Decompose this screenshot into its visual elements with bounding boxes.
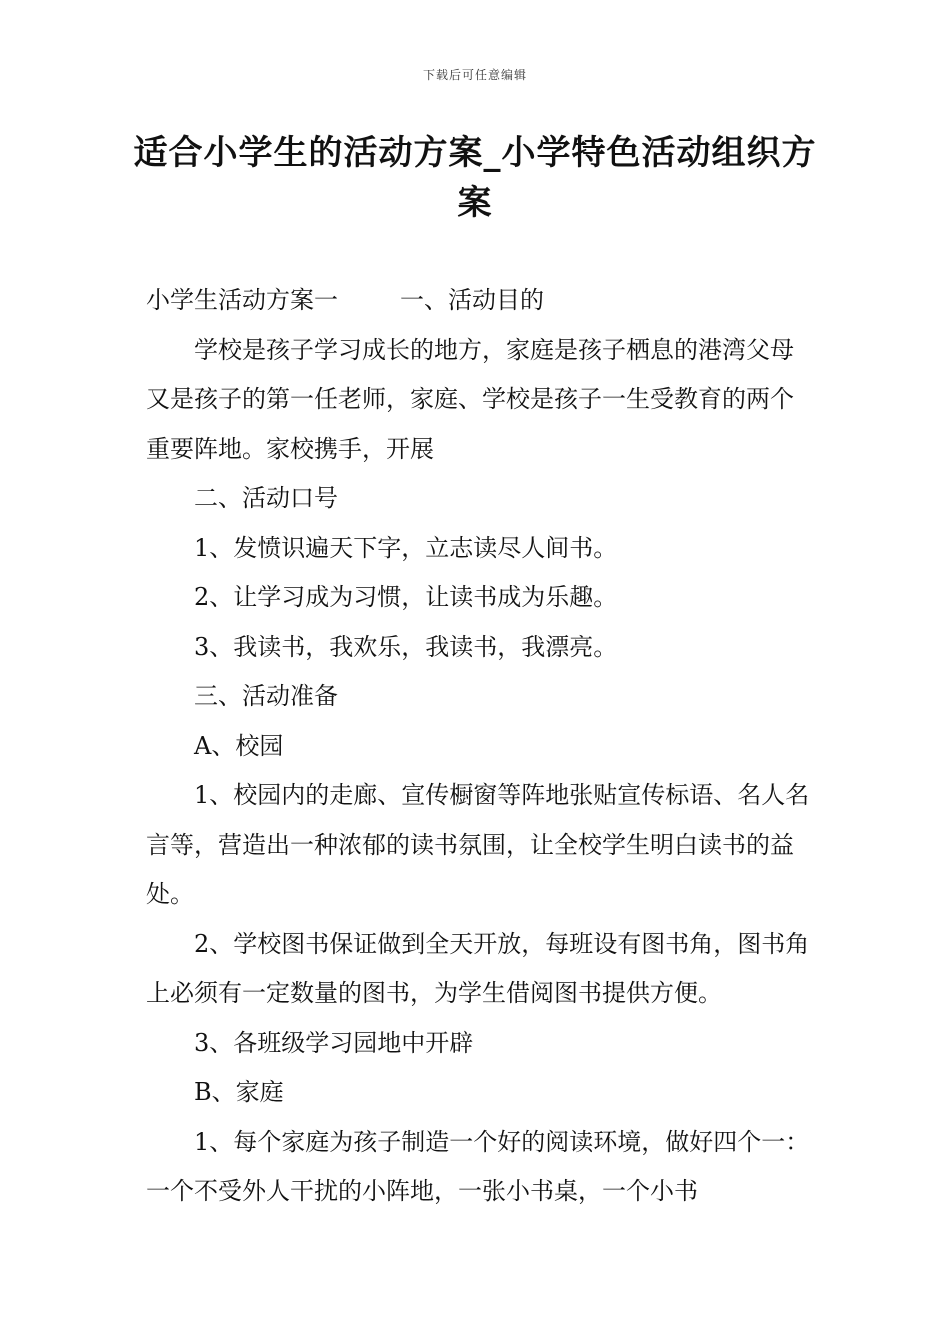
campus-item-3: 3、各班级学习园地中开辟	[194, 1028, 474, 1057]
section-heading-1: 一、活动目的	[400, 286, 544, 314]
slogan-1: 1、发愤识遍天下字，立志读尽人间书。	[194, 533, 618, 562]
slogan-3: 3、我读书，我欢乐，我读书，我漂亮。	[194, 632, 618, 661]
document-body	[146, 276, 810, 1217]
intro-label: 小学生活动方案一	[146, 286, 338, 314]
slogan-2: 2、让学习成为习惯，让读书成为乐趣。	[194, 583, 618, 611]
section-heading-3: 三、活动准备	[194, 682, 338, 710]
intro-line	[146, 276, 810, 326]
subheading-b: B、家庭	[194, 1078, 284, 1106]
campus-item-2: 2、学校图书保证做到全天开放，每班设有图书角，图书角上必须有一定数量的图书，为学生借阅图书提供方便。	[146, 929, 810, 1007]
paragraph-purpose: 学校是孩子学习成长的地方，家庭是孩子栖息的港湾父母又是孩子的第一任老师，家庭、学校是孩子一生受教育的两个重要阵地。家校携手，开展	[146, 335, 794, 463]
header-note: 下载后可任意编辑	[422, 68, 527, 82]
document-title: 适合小学生的活动方案_小学特色活动组织方案	[133, 133, 817, 223]
subheading-a: A、校园	[194, 731, 284, 760]
section-heading-2: 二、活动口号	[194, 484, 338, 512]
family-item-1: 1、每个家庭为孩子制造一个好的阅读环境，做好四个一：一个不受外人干扰的小阵地，一张小书桌，一个小书	[146, 1127, 810, 1205]
campus-item-1: 1、校园内的走廊、宣传橱窗等阵地张贴宣传标语、名人名言等，营造出一种浓郁的读书氛围，让全校学生明白读书的益处。	[146, 781, 810, 908]
